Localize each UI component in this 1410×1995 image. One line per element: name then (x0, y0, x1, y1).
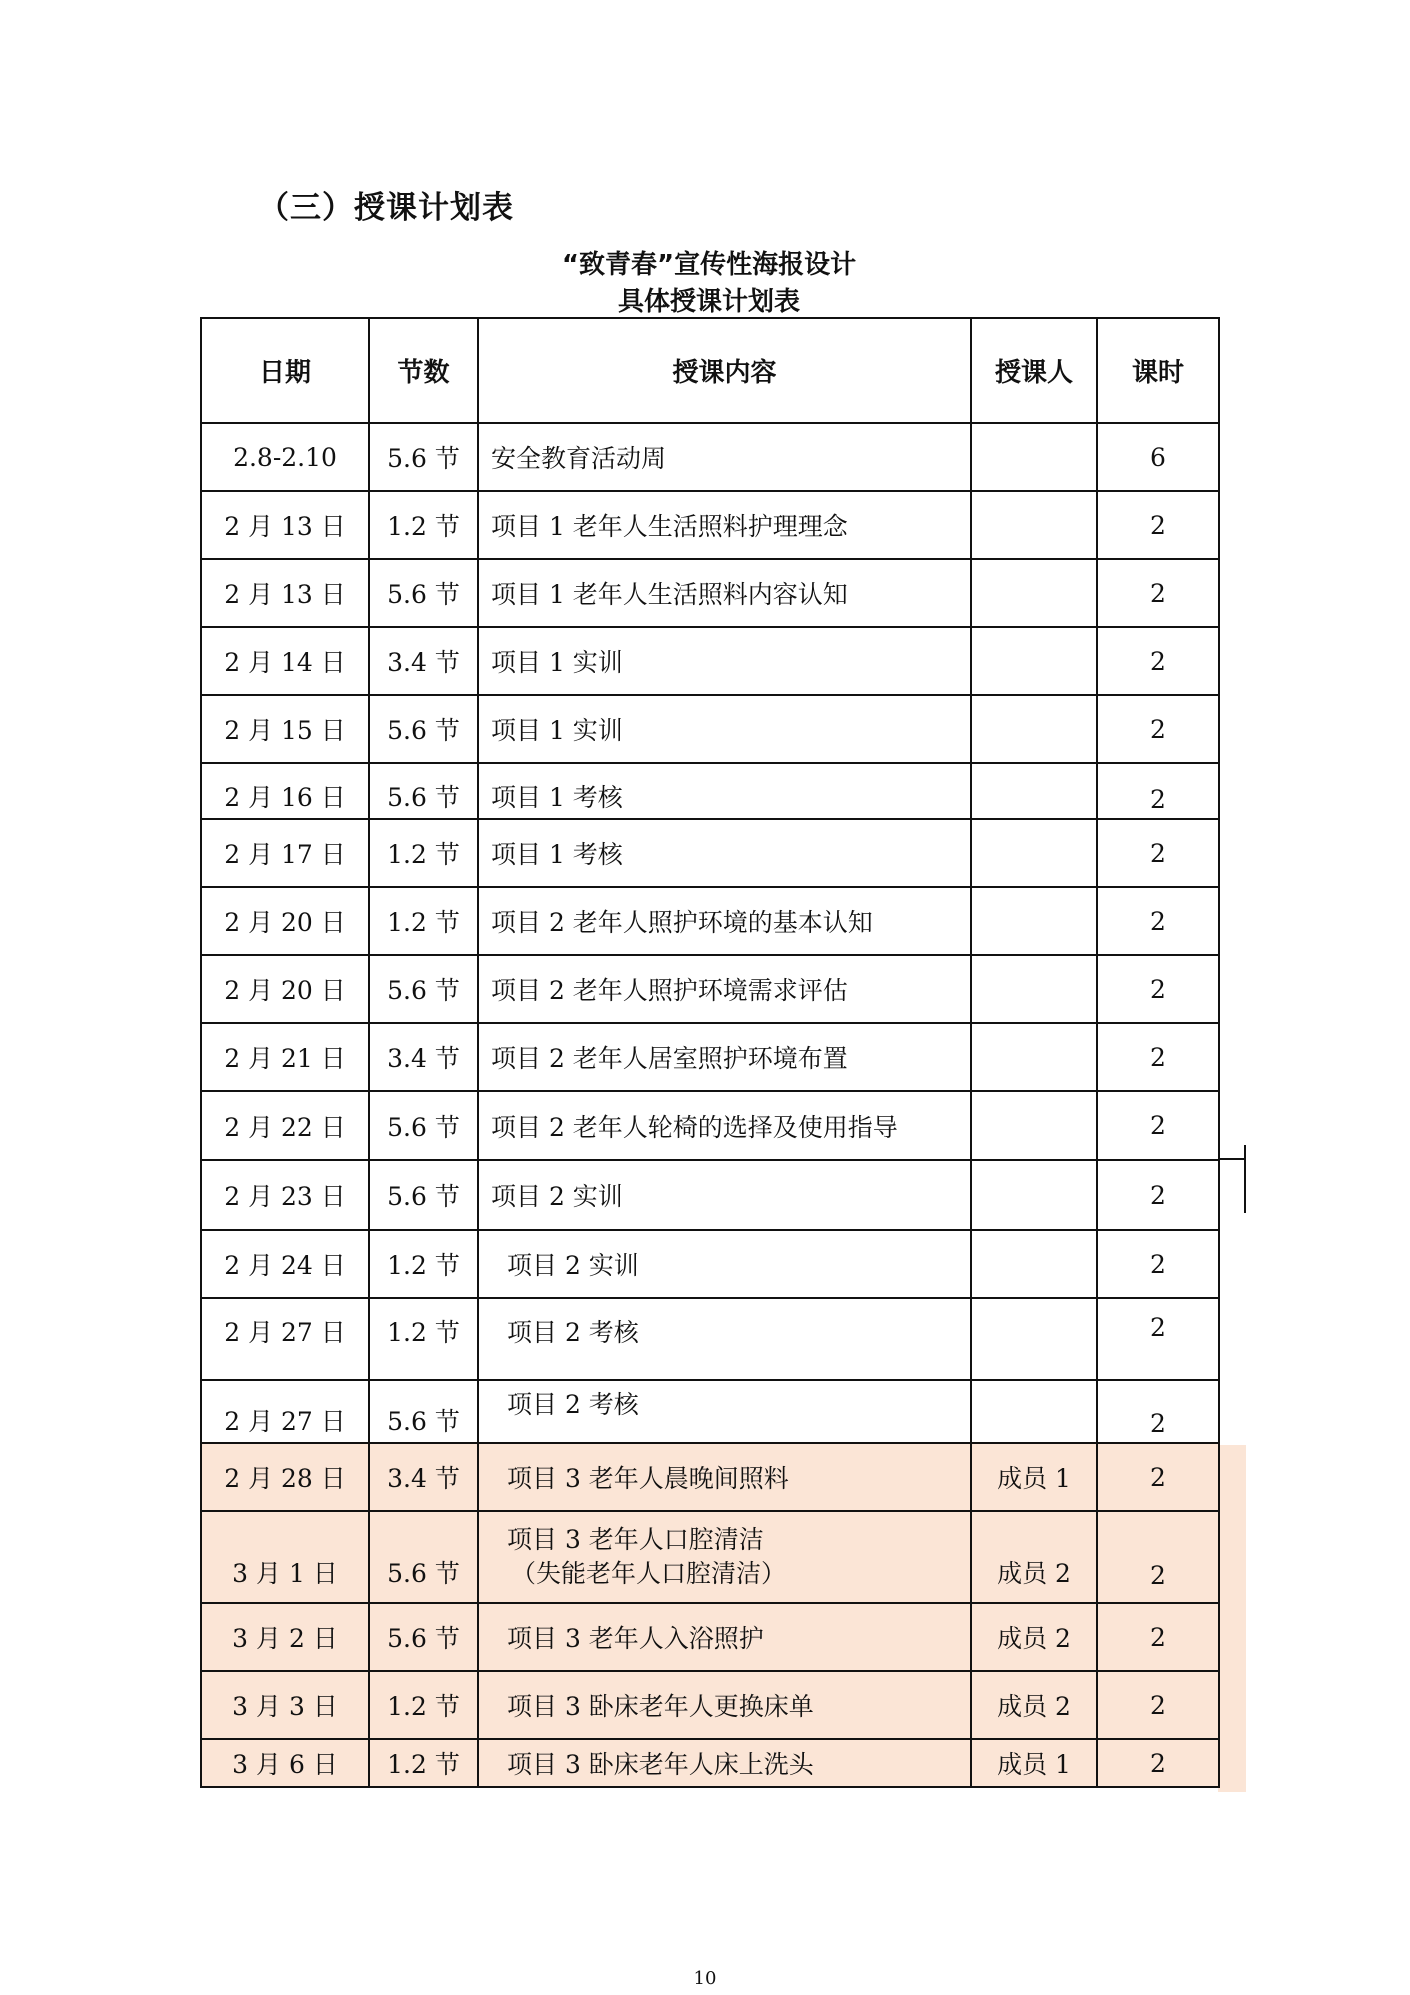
cell-content: 项目 2 考核 (478, 1298, 971, 1380)
cell-periods: 3.4 节 (369, 1443, 478, 1511)
cell-teacher: 成员 1 (971, 1443, 1097, 1511)
cell-content (478, 1511, 971, 1603)
cell-date: 3 月 6 日 (201, 1739, 369, 1787)
cell-teacher (971, 559, 1097, 627)
table-row (201, 819, 1219, 887)
cell-teacher (971, 1160, 1097, 1230)
cell-date: 2 月 24 日 (201, 1230, 369, 1298)
cell-hours: 2 (1097, 1443, 1219, 1511)
cell-content: 项目 2 考核 (478, 1380, 971, 1443)
cell-date: 3 月 1 日 (201, 1511, 369, 1603)
cell-teacher (971, 1230, 1097, 1298)
table-title-line2: 具体授课计划表 (617, 287, 800, 317)
cell-periods: 5.6 节 (369, 559, 478, 627)
cell-periods: 1.2 节 (369, 819, 478, 887)
cell-content: 项目 2 老年人居室照护环境布置 (478, 1023, 971, 1091)
cell-teacher (971, 1380, 1097, 1443)
table-row-highlighted (201, 1671, 1219, 1739)
cell-date: 2 月 17 日 (201, 819, 369, 887)
cell-teacher (971, 955, 1097, 1023)
cell-hours: 2 (1097, 491, 1219, 559)
cell-teacher (971, 1298, 1097, 1380)
cell-date: 2 月 22 日 (201, 1091, 369, 1160)
cell-teacher (971, 491, 1097, 559)
cell-content: 项目 1 考核 (478, 763, 971, 819)
table-row (201, 1160, 1219, 1230)
page-number: 10 (693, 1968, 717, 1989)
cell-periods: 3.4 节 (369, 1023, 478, 1091)
table-row (201, 887, 1219, 955)
cell-hours: 2 (1097, 819, 1219, 887)
cell-hours: 2 (1097, 1511, 1219, 1603)
cell-content: 项目 3 老年人晨晚间照料 (478, 1443, 971, 1511)
cell-periods: 5.6 节 (369, 1091, 478, 1160)
cell-periods: 3.4 节 (369, 627, 478, 695)
cell-hours: 2 (1097, 1091, 1219, 1160)
cell-date: 2 月 13 日 (201, 491, 369, 559)
cell-teacher: 成员 2 (971, 1511, 1097, 1603)
cell-content: 项目 2 老年人照护环境需求评估 (478, 955, 971, 1023)
cell-periods: 1.2 节 (369, 1230, 478, 1298)
cell-date: 3 月 2 日 (201, 1603, 369, 1671)
cell-content: 项目 2 实训 (478, 1230, 971, 1298)
cell-hours: 2 (1097, 1603, 1219, 1671)
table-row (201, 1298, 1219, 1380)
table-row (201, 1091, 1219, 1160)
cell-content: 项目 2 老年人轮椅的选择及使用指导 (478, 1091, 971, 1160)
cell-content: 项目 3 卧床老年人床上洗头 (478, 1739, 971, 1787)
cell-hours: 2 (1097, 763, 1219, 819)
cell-periods: 5.6 节 (369, 423, 478, 491)
cell-hours: 6 (1097, 423, 1219, 491)
table-row (201, 695, 1219, 763)
cell-date: 3 月 3 日 (201, 1671, 369, 1739)
cell-hours: 2 (1097, 955, 1219, 1023)
table-row-highlighted (201, 1443, 1219, 1511)
table-row (201, 1380, 1219, 1443)
table-title-line1: “致青春”宣传性海报设计 (561, 250, 857, 280)
cell-date: 2 月 20 日 (201, 887, 369, 955)
cell-hours: 2 (1097, 1230, 1219, 1298)
cell-date: 2 月 21 日 (201, 1023, 369, 1091)
cell-periods: 1.2 节 (369, 1298, 478, 1380)
cell-date: 2 月 23 日 (201, 1160, 369, 1230)
cell-periods: 5.6 节 (369, 763, 478, 819)
cell-hours: 2 (1097, 887, 1219, 955)
cell-date: 2 月 16 日 (201, 763, 369, 819)
header-hours: 课时 (1097, 318, 1219, 423)
cell-hours: 2 (1097, 1380, 1219, 1443)
table-row (201, 627, 1219, 695)
cell-date: 2 月 28 日 (201, 1443, 369, 1511)
table-row-highlighted (201, 1511, 1219, 1603)
cell-periods: 1.2 节 (369, 1671, 478, 1739)
table-row (201, 1023, 1219, 1091)
cell-date: 2 月 15 日 (201, 695, 369, 763)
cell-hours: 2 (1097, 1298, 1219, 1380)
margin-mark-tick (1218, 1158, 1246, 1160)
cell-teacher: 成员 2 (971, 1603, 1097, 1671)
table-row (201, 491, 1219, 559)
cell-teacher (971, 627, 1097, 695)
cell-hours: 2 (1097, 627, 1219, 695)
table-row-highlighted (201, 1603, 1219, 1671)
cell-periods: 5.6 节 (369, 695, 478, 763)
cell-teacher (971, 887, 1097, 955)
table-row (201, 423, 1219, 491)
cell-hours: 2 (1097, 1739, 1219, 1787)
cell-date: 2.8-2.10 (201, 423, 369, 491)
cell-content: 项目 1 实训 (478, 695, 971, 763)
cell-content: 项目 1 实训 (478, 627, 971, 695)
header-date: 日期 (201, 318, 369, 423)
cell-hours: 2 (1097, 1023, 1219, 1091)
header-teacher: 授课人 (971, 318, 1097, 423)
header-periods: 节数 (369, 318, 478, 423)
cell-hours: 2 (1097, 1160, 1219, 1230)
cell-periods: 5.6 节 (369, 1380, 478, 1443)
cell-periods: 5.6 节 (369, 1511, 478, 1603)
cell-content: 项目 3 卧床老年人更换床单 (478, 1671, 971, 1739)
table-row (201, 559, 1219, 627)
cell-periods: 1.2 节 (369, 887, 478, 955)
cell-teacher (971, 423, 1097, 491)
cell-teacher: 成员 1 (971, 1739, 1097, 1787)
cell-teacher (971, 763, 1097, 819)
header-content: 授课内容 (478, 318, 971, 423)
cell-hours: 2 (1097, 559, 1219, 627)
cell-periods: 1.2 节 (369, 491, 478, 559)
cell-content: 安全教育活动周 (478, 423, 971, 491)
cell-teacher: 成员 2 (971, 1671, 1097, 1739)
table-row-highlighted (201, 1739, 1219, 1787)
cell-hours: 2 (1097, 1671, 1219, 1739)
cell-date: 2 月 20 日 (201, 955, 369, 1023)
cell-teacher (971, 695, 1097, 763)
cell-teacher (971, 819, 1097, 887)
cell-date: 2 月 27 日 (201, 1298, 369, 1380)
table-row (201, 955, 1219, 1023)
cell-content: 项目 2 实训 (478, 1160, 971, 1230)
cell-periods: 5.6 节 (369, 955, 478, 1023)
section-title: （三）授课计划表 (258, 190, 514, 226)
cell-content: 项目 1 老年人生活照料护理理念 (478, 491, 971, 559)
cell-content: 项目 3 老年人入浴照护 (478, 1603, 971, 1671)
table-header-row (201, 318, 1219, 423)
cell-teacher (971, 1023, 1097, 1091)
margin-mark (1244, 1145, 1246, 1213)
table-row (201, 763, 1219, 819)
cell-date: 2 月 14 日 (201, 627, 369, 695)
cell-date: 2 月 27 日 (201, 1380, 369, 1443)
cell-content: 项目 2 老年人照护环境的基本认知 (478, 887, 971, 955)
table-row (201, 1230, 1219, 1298)
cell-content: 项目 1 考核 (478, 819, 971, 887)
highlight-extension (1218, 1445, 1246, 1792)
cell-periods: 1.2 节 (369, 1739, 478, 1787)
cell-content-line1: 项目 3 老年人口腔清洁 (507, 1525, 764, 1554)
cell-periods: 5.6 节 (369, 1603, 478, 1671)
cell-periods: 5.6 节 (369, 1160, 478, 1230)
cell-hours: 2 (1097, 695, 1219, 763)
cell-content-line2: （失能老年人口腔清洁） (511, 1559, 787, 1588)
cell-date: 2 月 13 日 (201, 559, 369, 627)
cell-content: 项目 1 老年人生活照料内容认知 (478, 559, 971, 627)
cell-teacher (971, 1091, 1097, 1160)
schedule-table (200, 317, 1220, 1788)
